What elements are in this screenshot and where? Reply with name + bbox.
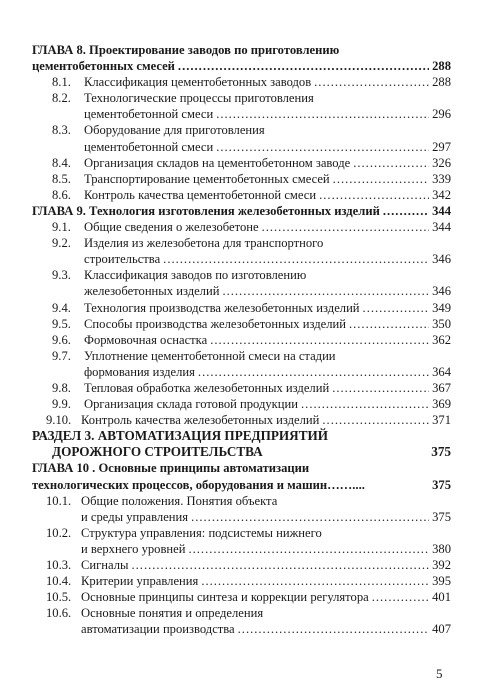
toc-entry-title: Контроль качества железобетонных изделий bbox=[81, 413, 320, 428]
toc-page-number: 375 bbox=[431, 444, 451, 460]
toc-entry-title: цементобетонных смесей bbox=[32, 59, 175, 74]
toc-entry-title: ДОРОЖНОГО СТРОИТЕЛЬСТВА bbox=[52, 444, 263, 460]
toc-page-number: 362 bbox=[432, 332, 451, 347]
dot-leader bbox=[301, 396, 429, 412]
toc-entry-title: автоматизации производства bbox=[81, 622, 235, 637]
dot-leader bbox=[262, 219, 430, 235]
toc-page-number: 342 bbox=[432, 187, 451, 202]
toc-item-number: 8.4. bbox=[52, 155, 71, 170]
toc-page-number: 346 bbox=[432, 284, 451, 299]
toc-entry-title: Общие положения. Понятия объекта bbox=[81, 493, 278, 508]
toc-line bbox=[32, 621, 451, 637]
dot-leader bbox=[132, 557, 430, 573]
toc-line bbox=[32, 332, 451, 348]
toc-entry-title: Организация склада готовой продукции bbox=[84, 397, 299, 412]
toc-page-number: 346 bbox=[432, 252, 451, 267]
toc-line bbox=[32, 316, 451, 332]
toc-item-number: 9.8. bbox=[52, 380, 71, 395]
toc-item-number: 9.9. bbox=[52, 397, 71, 412]
toc-item-number: 9.3. bbox=[52, 268, 71, 283]
toc-entry-title: строительства bbox=[84, 252, 161, 267]
toc-line bbox=[32, 589, 451, 605]
table-of-contents bbox=[32, 42, 451, 637]
toc-entry-title: Уплотнение цементобетонной смеси на стадии bbox=[84, 348, 336, 363]
toc-item-number: 8.5. bbox=[52, 171, 71, 186]
toc-page-number: 364 bbox=[432, 364, 451, 379]
toc-item-number: 9.6. bbox=[52, 332, 71, 347]
toc-page-number: 392 bbox=[432, 558, 451, 572]
toc-line bbox=[32, 605, 451, 621]
toc-page-number: 349 bbox=[432, 300, 451, 315]
toc-entry-title: Классификация заводов по изготовлению bbox=[84, 268, 307, 283]
toc-page-number: 369 bbox=[432, 397, 451, 412]
toc-page-number: 326 bbox=[432, 155, 451, 170]
toc-entry-title: Организация складов на цементобетонном заводе bbox=[84, 155, 351, 170]
dot-leader bbox=[363, 300, 430, 316]
toc-entry-title: и среды управления bbox=[81, 509, 189, 524]
toc-line bbox=[32, 235, 451, 251]
toc-entry-title: Изделия из железобетона для транспортного bbox=[84, 236, 324, 251]
dot-leader bbox=[210, 332, 429, 348]
dot-leader bbox=[333, 171, 429, 187]
toc-line bbox=[32, 203, 451, 219]
toc-item-number: 8.2. bbox=[52, 91, 71, 106]
toc-line bbox=[32, 477, 451, 493]
toc-item-number: 9.5. bbox=[52, 316, 71, 331]
toc-line bbox=[32, 412, 451, 428]
toc-page-number: 344 bbox=[432, 220, 451, 235]
toc-item-number: 9.2. bbox=[52, 236, 71, 251]
toc-line bbox=[32, 300, 451, 316]
toc-line bbox=[32, 122, 451, 138]
toc-entry-title: технологических процессов, оборудования и машин…….... bbox=[32, 477, 365, 492]
toc-line bbox=[32, 460, 451, 476]
toc-page-number: 344 bbox=[432, 203, 451, 218]
dot-leader bbox=[314, 74, 429, 90]
toc-entry-title: Технологические процессы приготовления bbox=[84, 91, 314, 106]
toc-item-number: 8.6. bbox=[52, 187, 71, 202]
toc-page-number: 395 bbox=[432, 574, 451, 589]
toc-item-number: 9.1. bbox=[52, 220, 71, 235]
toc-page-number: 401 bbox=[432, 590, 451, 605]
page-number: 5 bbox=[436, 666, 443, 681]
toc-item-number: 10.4. bbox=[46, 574, 72, 589]
dot-leader bbox=[163, 251, 429, 267]
toc-line bbox=[32, 139, 451, 155]
toc-line bbox=[32, 251, 451, 267]
toc-item-number: 9.4. bbox=[52, 300, 71, 315]
dot-leader bbox=[383, 203, 429, 219]
toc-entry-title: Основные принципы синтеза и коррекции регулятора bbox=[81, 590, 369, 605]
dot-leader bbox=[178, 58, 429, 74]
dot-leader bbox=[332, 380, 429, 396]
dot-leader bbox=[349, 316, 429, 332]
dot-leader bbox=[198, 364, 429, 380]
toc-page-number: 296 bbox=[432, 107, 451, 122]
toc-line bbox=[32, 155, 451, 171]
toc-line bbox=[32, 283, 451, 299]
toc-item-number: 8.3. bbox=[52, 123, 71, 138]
toc-item-number: 10.3. bbox=[46, 558, 72, 572]
toc-entry-title: РАЗДЕЛ 3. АВТОМАТИЗАЦИЯ ПРЕДПРИЯТИЙ bbox=[32, 428, 329, 444]
toc-entry-title: Контроль качества цементобетонной смеси bbox=[84, 187, 317, 202]
toc-entry-title: ГЛАВА 9. Технология изготовления железобетонных изделий bbox=[32, 203, 380, 218]
toc-entry-title: Технология производства железобетонных изделий bbox=[84, 300, 360, 315]
dot-leader bbox=[238, 621, 429, 637]
toc-line bbox=[32, 171, 451, 187]
toc-page-number: 350 bbox=[432, 316, 451, 331]
toc-entry-title: Оборудование для приготовления bbox=[84, 123, 265, 138]
toc-entry-title: железобетонных изделий bbox=[84, 284, 220, 299]
toc-item-number: 9.7. bbox=[52, 348, 71, 363]
toc-item-number: 8.1. bbox=[52, 75, 71, 90]
toc-line bbox=[32, 74, 451, 90]
toc-line bbox=[32, 493, 451, 509]
toc-page-number: 371 bbox=[432, 413, 451, 428]
toc-line bbox=[32, 106, 451, 122]
toc-item-number: 9.10. bbox=[46, 413, 72, 428]
dot-leader bbox=[188, 541, 429, 557]
toc-page-number: 288 bbox=[432, 75, 451, 90]
toc-page-number: 375 bbox=[432, 509, 451, 524]
toc-entry-title: цементобетонной смеси bbox=[84, 139, 214, 154]
toc-entry-title: Тепловая обработка железобетонных изделий bbox=[84, 380, 330, 395]
toc-line bbox=[32, 267, 451, 283]
toc-line bbox=[32, 364, 451, 380]
toc-line bbox=[32, 557, 451, 573]
toc-entry-title: Критерии управления bbox=[81, 574, 199, 589]
toc-line bbox=[32, 541, 451, 557]
toc-line bbox=[32, 348, 451, 364]
toc-line bbox=[32, 509, 451, 525]
toc-entry-title: Сигналы bbox=[81, 558, 129, 572]
toc-line bbox=[32, 396, 451, 412]
toc-line bbox=[32, 42, 451, 58]
toc-entry-title: Классификация цементобетонных заводов bbox=[84, 75, 312, 90]
dot-leader bbox=[201, 573, 429, 589]
toc-line bbox=[32, 187, 451, 203]
toc-entry-title: Формовочная оснастка bbox=[84, 332, 208, 347]
toc-line bbox=[32, 573, 451, 589]
toc-page-number: 367 bbox=[432, 380, 451, 395]
toc-entry-title: Транспортирование цементобетонных смесей bbox=[84, 171, 330, 186]
toc-entry-title: Общие сведения о железобетоне bbox=[84, 220, 259, 235]
dot-leader bbox=[372, 589, 429, 605]
toc-page-number: 380 bbox=[432, 541, 451, 556]
toc-page-number: 375 bbox=[432, 477, 451, 492]
toc-entry-title: Основные понятия и определения bbox=[81, 606, 264, 621]
toc-line bbox=[32, 428, 451, 444]
toc-line bbox=[32, 380, 451, 396]
toc-page-number: 407 bbox=[432, 622, 451, 637]
toc-entry-title: и верхнего уровней bbox=[81, 541, 186, 556]
dot-leader bbox=[216, 139, 429, 155]
toc-line bbox=[32, 444, 451, 460]
toc-entry-title: Способы производства железобетонных изделий bbox=[84, 316, 346, 331]
toc-entry-title: ГЛАВА 8. Проектирование заводов по приготовлению bbox=[32, 43, 340, 57]
toc-entry-title: цементобетонной смеси bbox=[84, 107, 214, 122]
dot-leader bbox=[353, 155, 429, 171]
dot-leader bbox=[322, 412, 429, 428]
toc-item-number: 10.5. bbox=[46, 590, 72, 605]
dot-leader bbox=[319, 187, 429, 203]
toc-line bbox=[32, 525, 451, 541]
toc-page-number: 297 bbox=[432, 139, 451, 154]
toc-line bbox=[32, 58, 451, 74]
toc-page-number: 288 bbox=[432, 59, 451, 74]
toc-item-number: 10.1. bbox=[46, 493, 72, 508]
toc-line bbox=[32, 90, 451, 106]
toc-entry-title: формования изделия bbox=[84, 364, 195, 379]
dot-leader bbox=[216, 106, 429, 122]
toc-page-number: 339 bbox=[432, 171, 451, 186]
toc-entry-title: Структура управления: подсистемы нижнего bbox=[81, 525, 322, 540]
dot-leader bbox=[191, 509, 429, 525]
toc-line bbox=[32, 219, 451, 235]
toc-entry-title: ГЛАВА 10 . Основные принципы автоматизации bbox=[32, 461, 310, 476]
toc-item-number: 10.6. bbox=[46, 606, 72, 621]
dot-leader bbox=[222, 283, 429, 299]
toc-item-number: 10.2. bbox=[46, 525, 72, 540]
